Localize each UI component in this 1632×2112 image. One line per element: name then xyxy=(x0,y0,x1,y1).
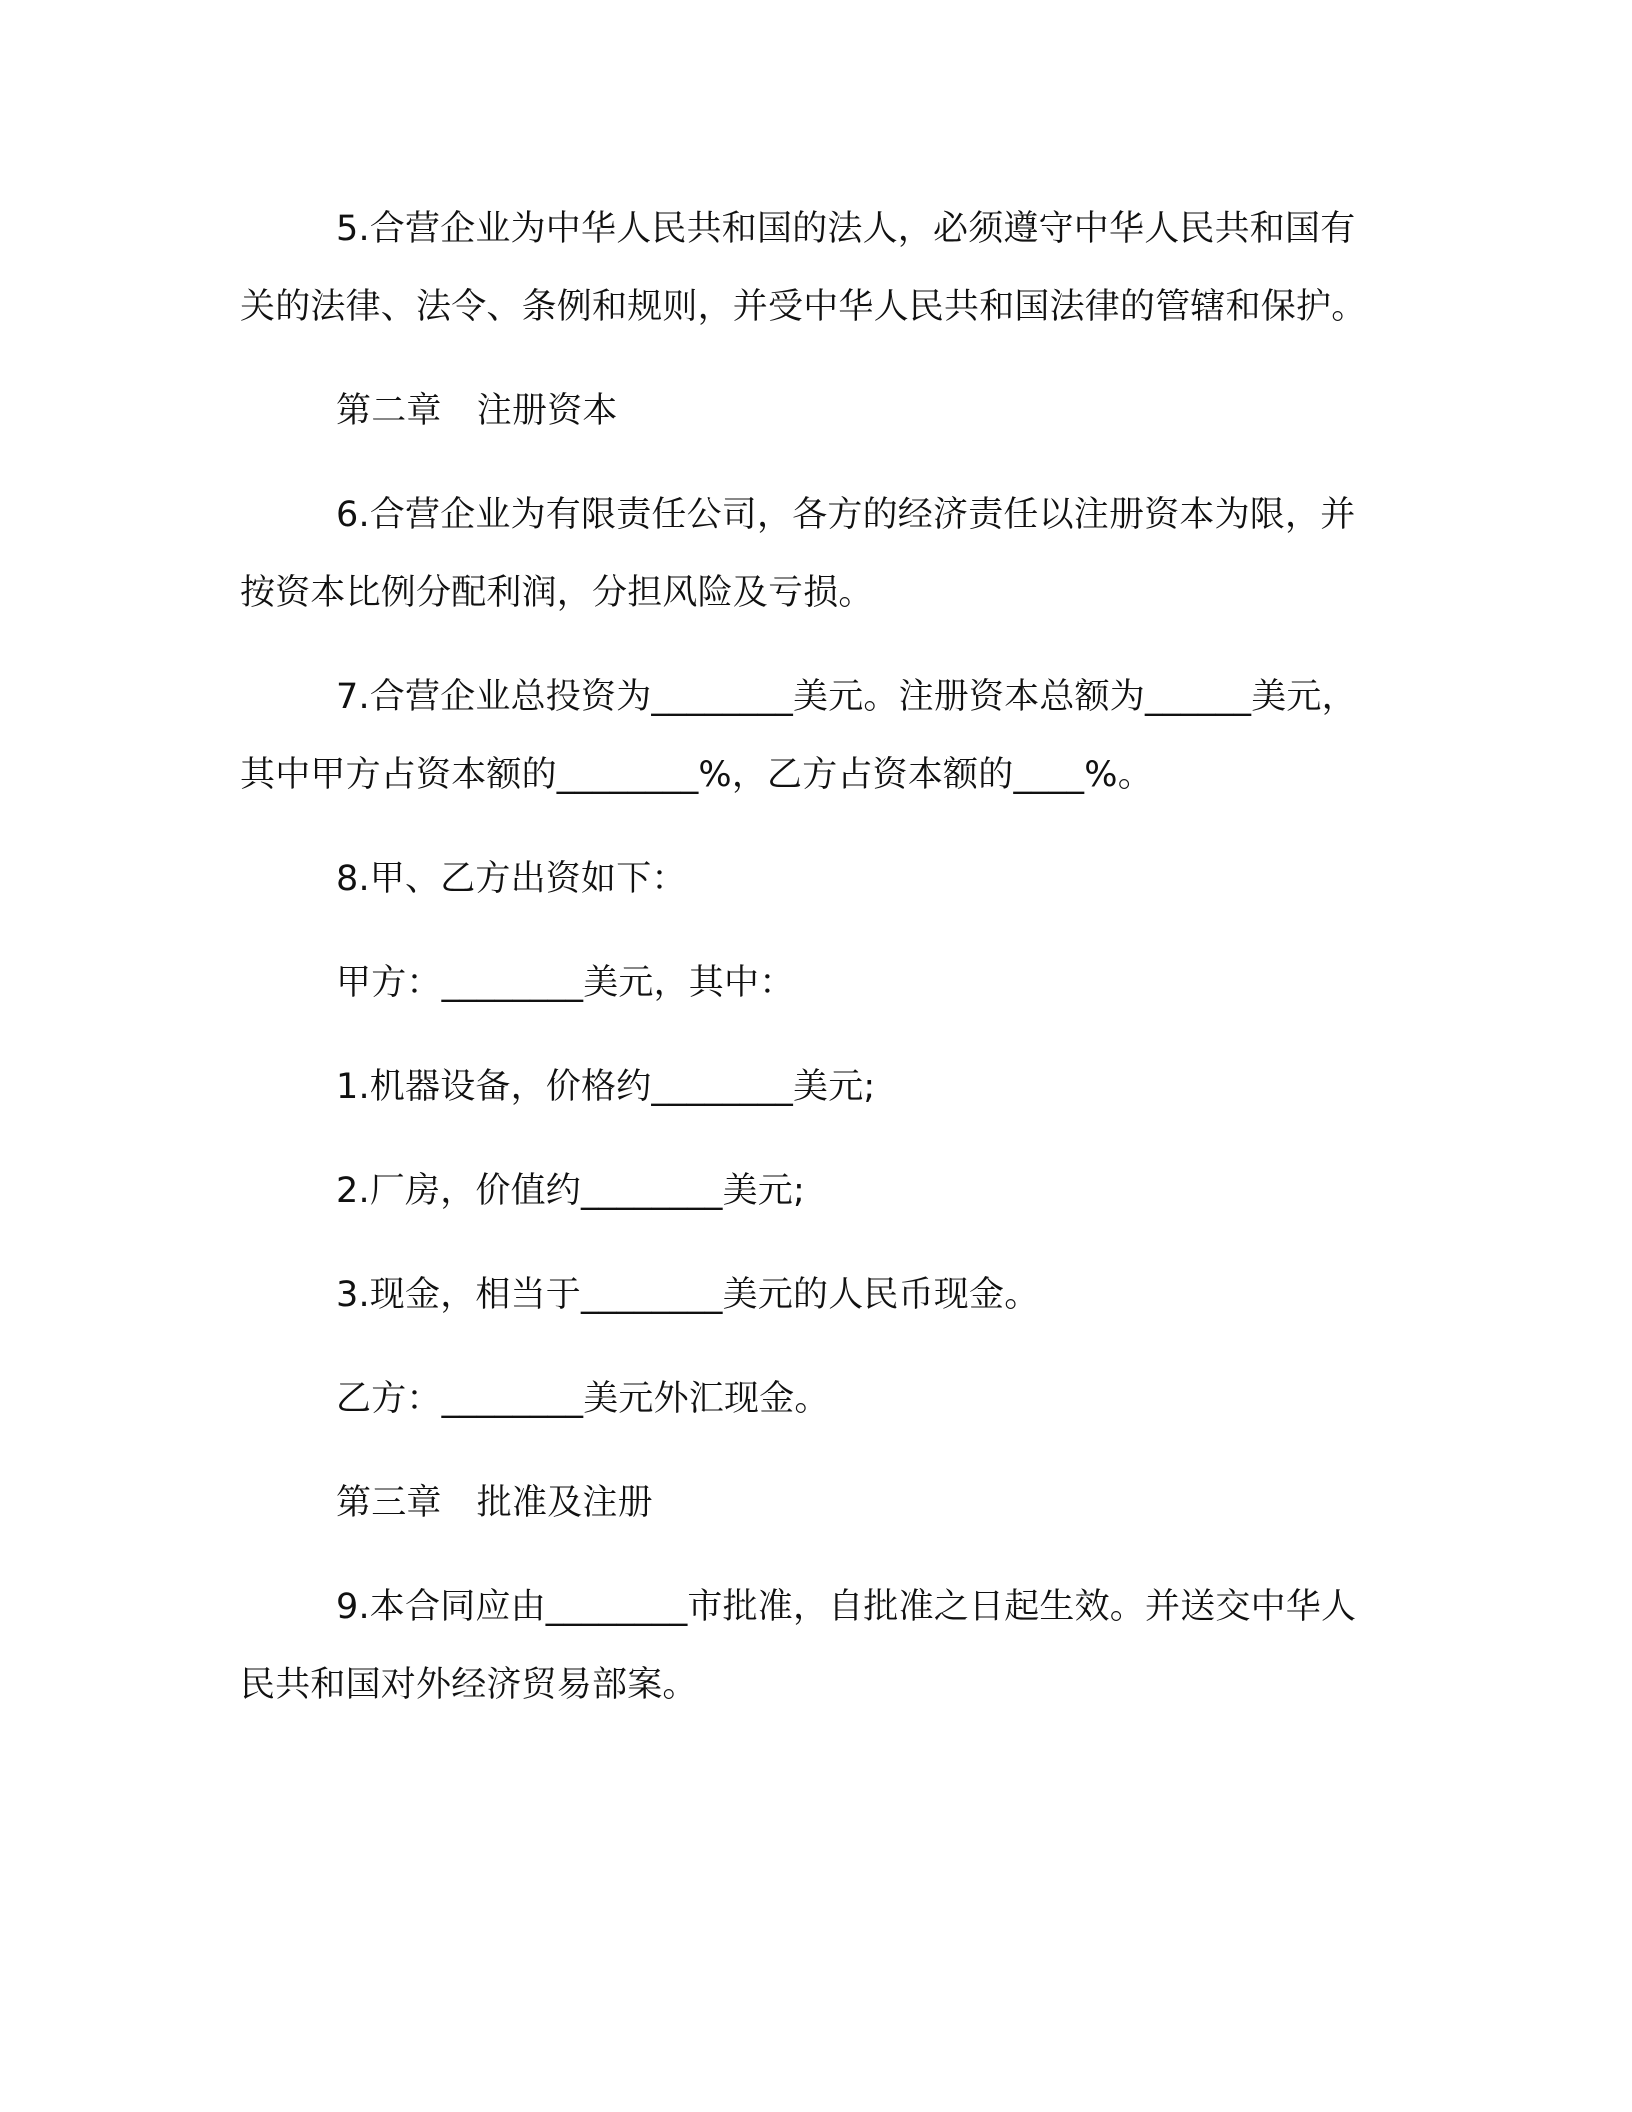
clause-8: 8.甲、乙方出资如下： xyxy=(336,859,687,899)
party-a-item-1: 1.机器设备，价格约________美元; xyxy=(336,1067,876,1107)
party-b-contribution: 乙方：________美元外汇现金。 xyxy=(336,1379,830,1419)
clause-9: 9.本合同应由________市批准，自批准之日起生效。并送交中华人民共和国对外经济贸易部案。 xyxy=(240,1587,1357,1705)
party-a-contribution: 甲方：________美元，其中： xyxy=(336,963,795,1003)
clause-6: 6.合营企业为有限责任公司，各方的经济责任以注册资本为限，并按资本比例分配利润，分担风险及亏损。 xyxy=(240,495,1356,613)
clause-7: 7.合营企业总投资为________美元。注册资本总额为______美元，其中甲方占资本额的________%，乙方占资本额的____%。 xyxy=(240,677,1357,795)
party-a-item-2: 2.厂房，价值约________美元; xyxy=(336,1171,805,1211)
party-a-item-3: 3.现金，相当于________美元的人民币现金。 xyxy=(336,1275,1040,1315)
chapter-3-heading: 第三章 批准及注册 xyxy=(336,1483,653,1523)
document-body xyxy=(240,190,1380,1724)
chapter-2-heading: 第二章 注册资本 xyxy=(336,391,618,431)
clause-5: 5.合营企业为中华人民共和国的法人，必须遵守中华人民共和国有关的法律、法令、条例和规则，并受中华人民共和国法律的管辖和保护。 xyxy=(240,209,1367,327)
